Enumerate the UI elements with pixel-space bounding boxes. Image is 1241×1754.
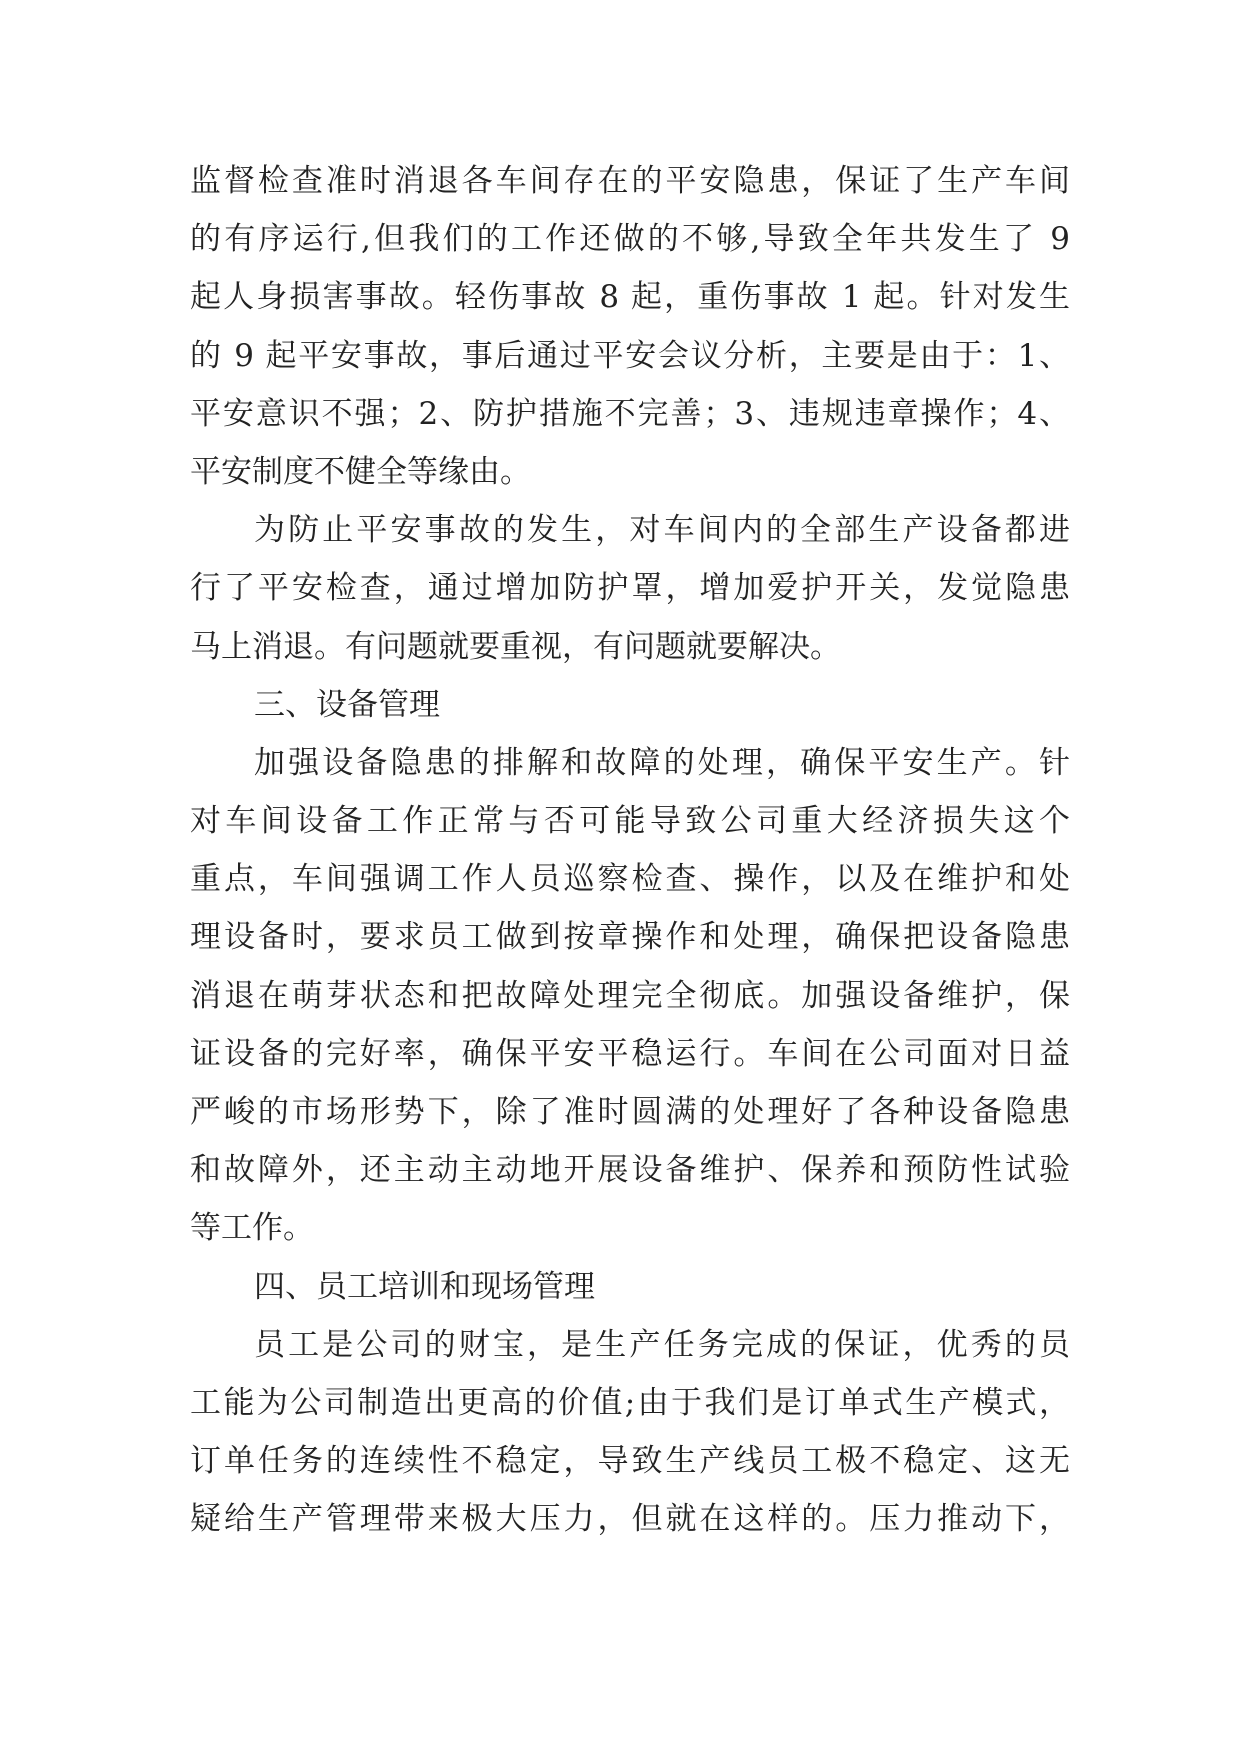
text-line: 的 9 起平安事故，事后通过平安会议分析，主要是由于：1、 <box>190 337 1070 374</box>
text-line: 理设备时，要求员工做到按章操作和处理，确保把设备隐患 <box>190 919 1070 956</box>
text-line: 监督检查准时消退各车间存在的平安隐患，保证了生产车间 <box>190 163 1070 199</box>
text-line: 为防止平安事故的发生，对车间内的全部生产设备都进 <box>254 512 1070 549</box>
text-line: 严峻的市场形势下，除了准时圆满的处理好了各种设备隐患 <box>190 1094 1070 1130</box>
text-line: 证设备的完好率，确保平安平稳运行。车间在公司面对日益 <box>190 1035 1070 1072</box>
text-line: 订单任务的连续性不稳定，导致生产线员工极不稳定、这无 <box>190 1443 1070 1480</box>
text-line: 消退在萌芽状态和把故障处理完全彻底。加强设备维护，保 <box>190 977 1070 1014</box>
text-line: 四、员工培训和现场管理 <box>254 1268 595 1305</box>
text-line: 行了平安检查，通过增加防护罩，增加爱护开关，发觉隐患 <box>190 570 1070 607</box>
text-line: 疑给生产管理带来极大压力，但就在这样的。压力推动下， <box>190 1501 1070 1538</box>
text-line: 工能为公司制造出更高的价值;由于我们是订单式生产模式， <box>190 1384 1070 1421</box>
text-line: 对车间设备工作正常与否可能导致公司重大经济损失这个 <box>190 803 1070 840</box>
text-line: 加强设备隐患的排解和故障的处理，确保平安生产。针 <box>254 744 1070 781</box>
text-line: 重点，车间强调工作人员巡察检查、操作，以及在维护和处 <box>190 861 1070 898</box>
text-line: 和故障外，还主动主动地开展设备维护、保养和预防性试验 <box>190 1152 1070 1189</box>
text-line: 起人身损害事故。轻伤事故 8 起，重伤事故 1 起。针对发生 <box>190 279 1070 316</box>
text-line: 平安意识不强；2、防护措施不完善；3、违规违章操作；4、 <box>190 395 1070 432</box>
text-line: 平安制度不健全等缘由。 <box>190 453 531 490</box>
text-line: 的有序运行,但我们的工作还做的不够,导致全年共发生了 9 <box>190 221 1070 258</box>
text-line: 马上消退。有问题就要重视，有问题就要解决。 <box>190 628 841 665</box>
text-line: 员工是公司的财宝，是生产任务完成的保证，优秀的员 <box>254 1326 1070 1363</box>
text-line: 三、设备管理 <box>254 686 440 723</box>
text-line: 等工作。 <box>190 1210 314 1247</box>
body-text <box>190 152 1070 1549</box>
